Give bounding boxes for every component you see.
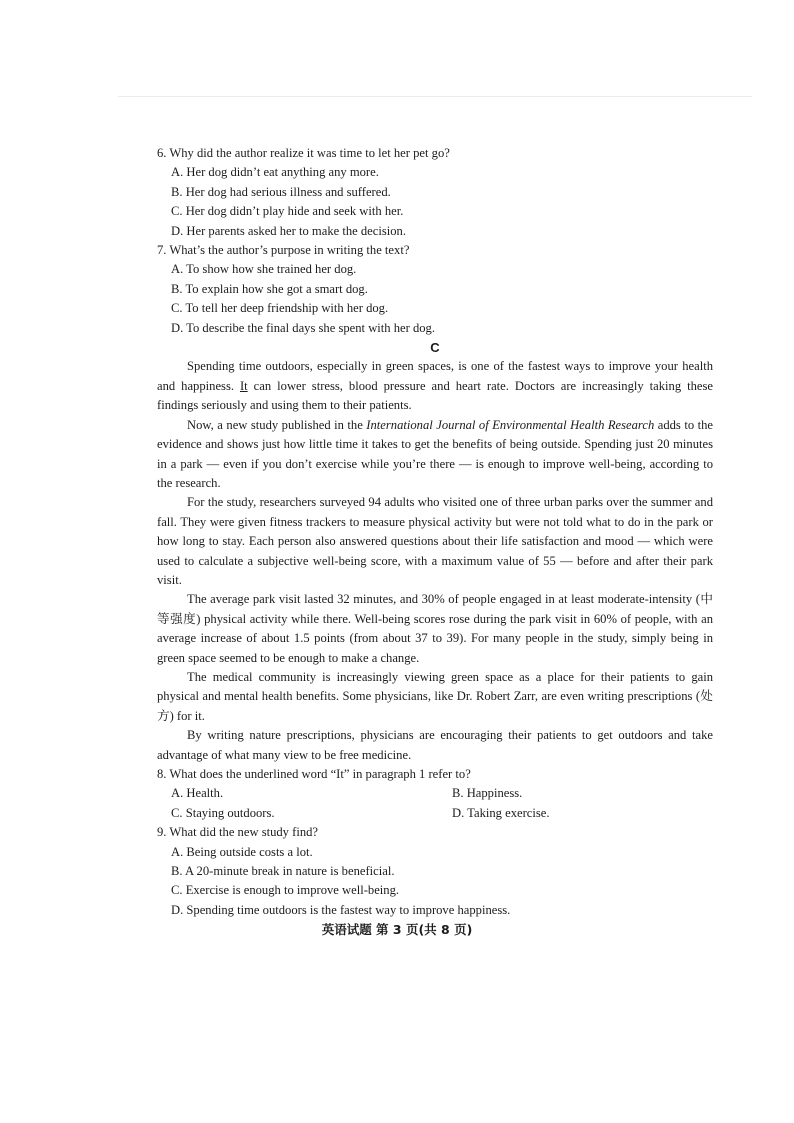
question-6-option-d: D. Her parents asked her to make the decision. [171, 223, 407, 238]
page-content [157, 144, 713, 920]
question-6-option-a: A. Her dog didn’t eat anything any more. [171, 165, 379, 180]
question-6-option-c: C. Her dog didn’t play hide and seek with her. [171, 204, 404, 219]
question-9-option-a: A. Being outside costs a lot. [171, 844, 313, 859]
question-7-option-c: C. To tell her deep friendship with her dog. [171, 301, 389, 316]
question-8-stem: 8. What does the underlined word “It” in paragraph 1 refer to? [157, 767, 471, 781]
p2-text-a: Now, a new study published in the [187, 417, 367, 432]
question-9-option-c: C. Exercise is enough to improve well-being. [171, 883, 400, 898]
question-7-option-b: B. To explain how she got a smart dog. [171, 281, 368, 296]
question-9-option-b: B. A 20-minute break in nature is beneficial. [171, 864, 395, 879]
question-8-option-a: A. Health. [171, 786, 224, 801]
question-9-option-d: D. Spending time outdoors is the fastest way to improve happiness. [171, 902, 511, 917]
p1-text-b: can lower stress, blood pressure and heart rate. Doctors are increasingly taking these findings seriously and using them to their patients. [157, 378, 713, 413]
question-7-option-d: D. To describe the final days she spent with her dog. [171, 320, 435, 335]
page-footer: 英语试题 第 3 页(共 8 页) [321, 922, 473, 937]
passage-paragraph-5: The medical community is increasingly viewing green space as a place for their patients to gain physical and mental health benefits. Some physicians, like Dr. Robert Zarr, are even writing prescriptions (处方) for it. [157, 669, 713, 723]
question-8-option-c: C. Staying outdoors. [171, 805, 275, 820]
question-7-option-a: A. To show how she trained her dog. [171, 262, 357, 277]
question-8-option-b: B. Happiness. [452, 786, 523, 801]
section-letter: C [430, 340, 440, 356]
passage-paragraph-2 [157, 416, 713, 494]
passage-paragraph-6: By writing nature prescriptions, physicians are encouraging their patients to get outdoors and take advantage of what many view to be free medicine. [157, 728, 713, 762]
question-8-option-d: D. Taking exercise. [452, 805, 550, 820]
underlined-word-it: It [239, 378, 248, 393]
top-rule [118, 96, 752, 97]
question-6-option-b: B. Her dog had serious illness and suffered. [171, 184, 391, 199]
passage-paragraph-4: The average park visit lasted 32 minutes, and 30% of people engaged in at least moderate-intensity (中等强度) physical activity while there. Well-being scores rose during the park visit in 60% of people, with an average increase of about 1.5 points (from about 37 to 39). For many people in the study, simply being in green space seemed to be enough to make a change. [157, 592, 713, 665]
question-6-stem: 6. Why did the author realize it was time to let her pet go? [157, 146, 450, 160]
question-7-stem: 7. What’s the author’s purpose in writing the text? [157, 243, 410, 258]
question-9-stem: 9. What did the new study find? [157, 825, 319, 840]
journal-title: International Journal of Environmental Health Research [366, 417, 655, 432]
p1-text-a: Spending time outdoors, especially in green spaces, is one of the fastest ways to improve your health and happiness. [157, 359, 713, 393]
passage-paragraph-3: For the study, researchers surveyed 94 adults who visited one of three urban parks over the summer and fall. They were given fitness trackers to measure physical activity but were not told what to do in the park or how long to stay. Each person also answered questions about their life satisfaction and mood — which were used to calculate a subjective well-being score, with a maximum value of 55 — before and after their park visit. [157, 495, 713, 587]
question-8-options [171, 784, 713, 823]
p2-text-b: adds to the evidence and shows just how little time it takes to get the benefits of being outside. Spending just 20 minutes in a park — even if you don’t exercise while you’re there — is enough to improve well-being, according to the research. [157, 417, 713, 490]
passage-paragraph-1 [157, 357, 713, 415]
